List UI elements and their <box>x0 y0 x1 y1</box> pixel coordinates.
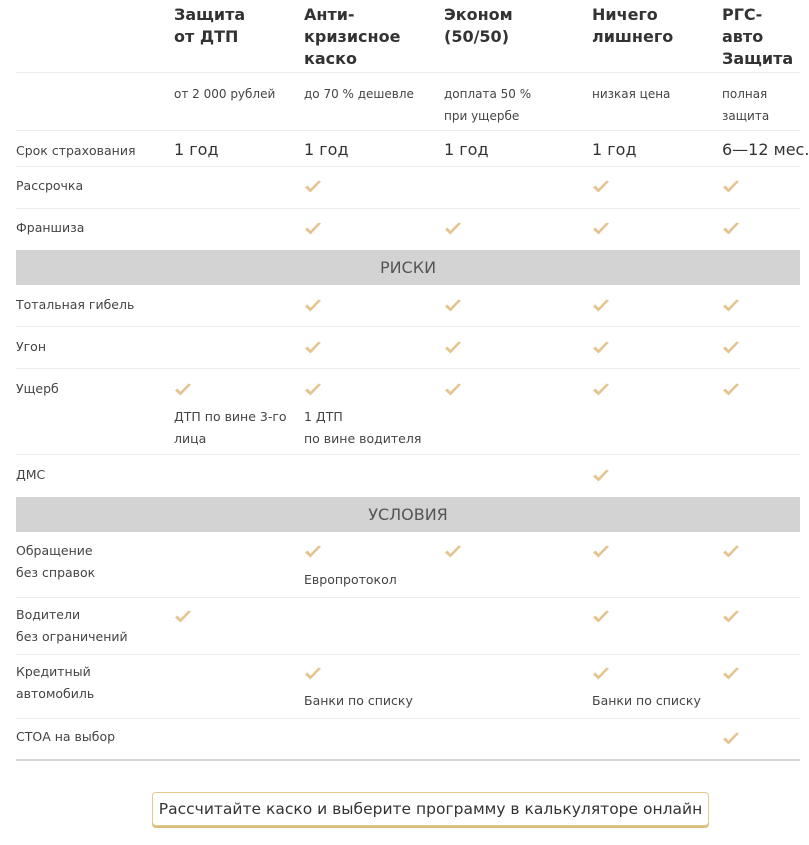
note-anticrisis: Банки по списку <box>304 693 413 708</box>
checkmark-icon <box>722 222 740 236</box>
row-label-dms: ДМС <box>16 467 46 482</box>
section-conditions: УСЛОВИЯ <box>16 497 800 532</box>
checkmark-icon <box>444 341 462 355</box>
checkmark-icon <box>592 469 610 483</box>
divider <box>16 72 800 73</box>
note-nothing-extra: Банки по списку <box>592 693 701 708</box>
term-econom: 1 год <box>444 140 489 159</box>
subtitle-econom: доплата 50 % при ущербе <box>444 87 532 123</box>
divider <box>16 718 800 719</box>
row-label-no-certificates: Обращение без справок <box>16 543 96 580</box>
checkmark-icon <box>592 383 610 397</box>
divider <box>16 208 800 209</box>
subtitle-defence-dtp: от 2 000 рублей <box>174 87 276 101</box>
term-nothing-extra: 1 год <box>592 140 637 159</box>
checkmark-icon <box>722 180 740 194</box>
row-label-stoa-choice: СТОА на выбор <box>16 729 116 744</box>
checkmark-icon <box>444 222 462 236</box>
header-nothing-extra: Ничего лишнего <box>592 5 674 46</box>
header-anticrisis: Анти- кризисное каско <box>304 5 401 68</box>
row-label-deductible: Франшиза <box>16 220 85 235</box>
checkmark-icon <box>722 610 740 624</box>
checkmark-icon <box>592 341 610 355</box>
checkmark-icon <box>174 610 192 624</box>
calculator-cta-button[interactable]: Рассчитайте каско и выберите программу в калькуляторе онлайн <box>152 792 709 826</box>
checkmark-icon <box>304 383 322 397</box>
checkmark-icon <box>592 299 610 313</box>
checkmark-icon <box>592 545 610 559</box>
section-risks: РИСКИ <box>16 250 800 285</box>
checkmark-icon <box>444 383 462 397</box>
subtitle-nothing-extra: низкая цена <box>592 87 671 101</box>
checkmark-icon <box>304 180 322 194</box>
term-defence-dtp: 1 год <box>174 140 219 159</box>
checkmark-icon <box>444 299 462 313</box>
checkmark-icon <box>592 667 610 681</box>
term-rgs-auto: 6—12 мес. <box>722 140 809 159</box>
divider <box>16 130 800 131</box>
divider <box>16 654 800 655</box>
term-anticrisis: 1 год <box>304 140 349 159</box>
row-label-total-loss: Тотальная гибель <box>16 297 135 312</box>
checkmark-icon <box>722 732 740 746</box>
note-defence-dtp: ДТП по вине 3-го лица <box>174 409 287 446</box>
checkmark-icon <box>444 545 462 559</box>
divider <box>16 597 800 598</box>
checkmark-icon <box>304 299 322 313</box>
subtitle-anticrisis: до 70 % дешевле <box>304 87 414 101</box>
checkmark-icon <box>592 610 610 624</box>
note-anticrisis: Европротокол <box>304 572 397 587</box>
checkmark-icon <box>304 545 322 559</box>
header-econom: Эконом (50/50) <box>444 5 513 46</box>
checkmark-icon <box>304 222 322 236</box>
divider <box>16 368 800 369</box>
divider <box>16 166 800 167</box>
checkmark-icon <box>722 383 740 397</box>
row-label-unlimited-drivers: Водители без ограничений <box>16 607 128 644</box>
checkmark-icon <box>304 667 322 681</box>
checkmark-icon <box>592 180 610 194</box>
checkmark-icon <box>722 299 740 313</box>
divider <box>16 454 800 455</box>
header-rgs-auto: РГС-авто Защита <box>722 5 794 68</box>
note-anticrisis: 1 ДТП по вине водителя <box>304 409 422 446</box>
checkmark-icon <box>722 341 740 355</box>
row-label-theft: Угон <box>16 339 47 354</box>
checkmark-icon <box>174 383 192 397</box>
table-bottom-border <box>16 759 800 761</box>
row-label-credit-car: Кредитный автомобиль <box>16 664 95 701</box>
subtitle-rgs-auto: полная защита <box>722 87 770 123</box>
row-label-term: Срок страхования <box>16 143 136 158</box>
checkmark-icon <box>592 222 610 236</box>
row-label-installment: Рассрочка <box>16 178 84 193</box>
checkmark-icon <box>304 341 322 355</box>
header-defence-dtp: Защита от ДТП <box>174 5 246 46</box>
divider <box>16 326 800 327</box>
checkmark-icon <box>722 667 740 681</box>
checkmark-icon <box>722 545 740 559</box>
row-label-damage: Ущерб <box>16 381 59 396</box>
